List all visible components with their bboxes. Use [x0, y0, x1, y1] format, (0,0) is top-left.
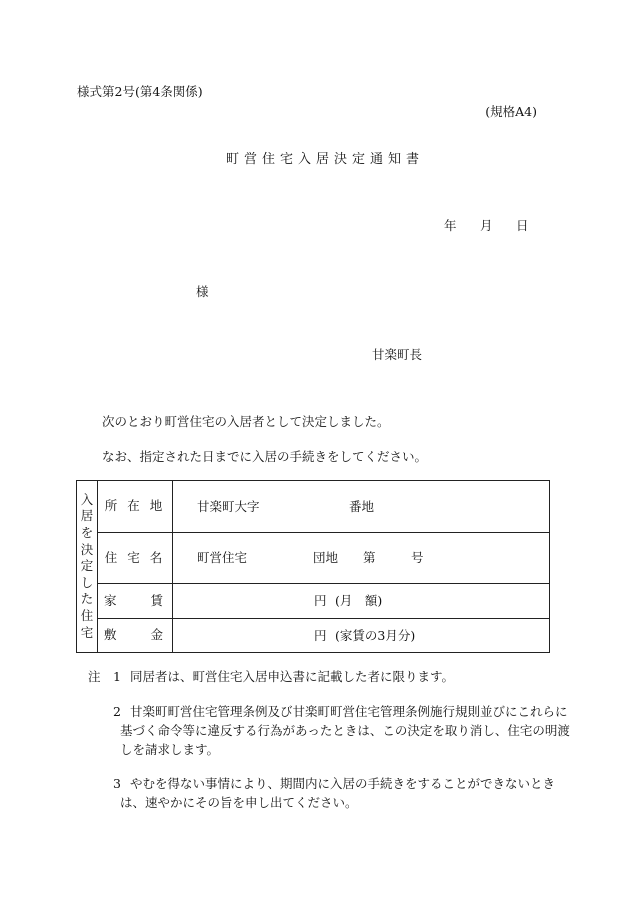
address-part: 甘楽町大字	[197, 498, 260, 514]
note-2-line-1: 甘楽町町営住宅管理条例及び甘楽町町営住宅管理条例施行規則並びにこれらに	[130, 704, 568, 719]
side-header-char: た	[80, 591, 94, 607]
rent-value	[173, 584, 550, 619]
side-header-char: 宅	[80, 624, 94, 640]
rent-part: 円	[314, 592, 327, 608]
housing-name-part: 町営住宅	[197, 549, 248, 565]
row-label: 住 宅 名	[98, 533, 173, 584]
rent-part: (月 額)	[335, 592, 383, 608]
housing-name-value	[173, 533, 550, 584]
note-prefix: 注	[88, 669, 101, 684]
table-row-deposit	[77, 619, 550, 653]
address-part: 番地	[349, 498, 375, 514]
row-label: 所 在 地	[98, 481, 173, 533]
note-2-number: 2	[113, 704, 121, 719]
addressee-suffix: 様	[196, 284, 209, 299]
table-row-address	[77, 481, 550, 533]
side-header-char: 住	[80, 607, 94, 623]
note-3-number: 3	[113, 776, 121, 791]
housing-name-part: 団地	[313, 549, 339, 565]
deposit-part: 円	[314, 627, 327, 643]
note-2-line-3: しを請求します。	[120, 742, 220, 757]
note-3-line-2: は、速やかにその旨を申し出てください。	[120, 795, 358, 810]
issuer: 甘楽町長	[372, 347, 423, 362]
form-number: 様式第2号(第4条関係)	[77, 84, 203, 99]
note-2-line-2: 基づく命令等に違反する行為があったときは、この決定を取り消し、住宅の明渡	[120, 723, 570, 738]
body-line-2: なお、指定された日までに入居の手続きをしてください。	[102, 449, 428, 464]
paper-size-note: (規格A4)	[485, 104, 537, 119]
side-header	[77, 481, 98, 653]
document-title: 町営住宅入居決定通知書	[226, 152, 425, 167]
table-row-rent	[77, 584, 550, 619]
body-line-1: 次のとおり町営住宅の入居者として決定しました。	[102, 414, 390, 429]
side-header-char: 入	[80, 491, 94, 507]
row-label: 敷 金	[98, 619, 173, 653]
side-header-char: 定	[80, 558, 94, 574]
note-1-number: 1	[113, 669, 121, 684]
date-year: 年	[444, 218, 457, 233]
note-1-text: 同居者は、町営住宅入居申込書に記載した者に限ります。	[130, 669, 455, 684]
housing-name-part: 第	[363, 549, 376, 565]
date-day: 日	[516, 218, 529, 233]
housing-name-part: 号	[411, 549, 424, 565]
side-header-char: し	[80, 574, 94, 590]
row-label: 家 賃	[98, 584, 173, 619]
side-header-char: 居	[80, 508, 94, 524]
date-month: 月	[480, 218, 493, 233]
side-header-char: を	[80, 525, 94, 541]
address-value	[173, 481, 550, 533]
deposit-value	[173, 619, 550, 653]
note-3-line-1: やむを得ない事情により、期間内に入居の手続きをすることができないとき	[130, 776, 556, 791]
table-row-housing-name	[77, 533, 550, 584]
deposit-part: (家賃の3月分)	[335, 627, 416, 643]
residence-table	[76, 480, 550, 653]
side-header-char: 決	[80, 541, 94, 557]
